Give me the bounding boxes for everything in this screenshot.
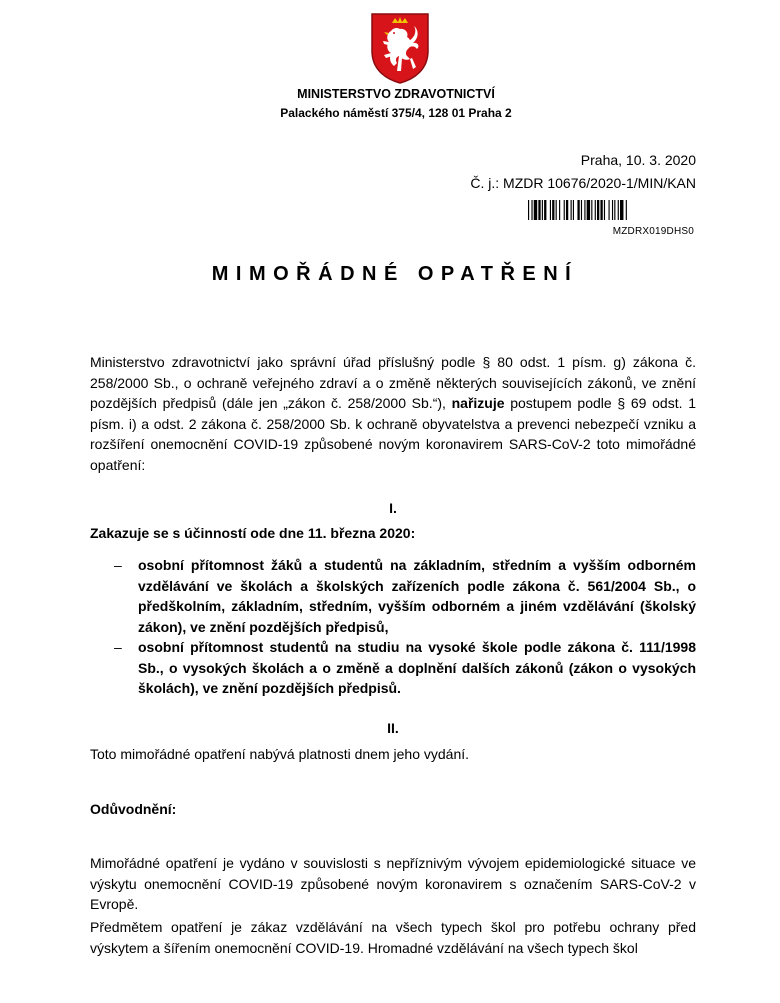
ministry-name: MINISTERSTVO ZDRAVOTNICTVÍ (297, 87, 495, 101)
dash-bullet: – (114, 639, 122, 655)
reasoning-paragraph: Předmětem opatření je zákaz vzdělávání na všech typech škol pro potřebu ochrany před výskytem a šířením onemocnění COVID-19. Hromadné vzdělávání na všech typech škol (90, 919, 696, 956)
coat-of-arms-icon (369, 11, 431, 85)
section-1-lead: Zakazuje se s účinností ode dne 11. března 2020: (90, 525, 416, 541)
reasoning-paragraph: Mimořádné opatření je vydáno v souvislosti s nepříznivým vývojem epidemiologické situace ve výskytu onemocnění COVID-19 způsobené novým koronavirem s označením SARS-CoV-2 v Evropě. (90, 855, 696, 912)
section-1-number: I. (389, 500, 397, 516)
intro-text-1: Ministerstvo zdravotnictví jako správní úřad příslušný podle § 80 odst. 1 písm. g) zákona č. 258/2000 Sb., o ochraně veřejného zdraví a o změně některých souvisejících zákonů, ve znění pozdějších předpisů (dále jen „zákon č. 258/2000 Sb.“), (90, 354, 696, 411)
prohibition-list (114, 555, 696, 699)
dash-bullet: – (114, 557, 122, 573)
section-2-number: II. (387, 720, 399, 736)
ministry-address: Palackého náměstí 375/4, 128 01 Praha 2 (280, 106, 512, 120)
barcode-code: MZDRX019DHS0 (612, 226, 694, 237)
list-item (114, 637, 696, 699)
barcode-icon (528, 200, 696, 220)
list-item-text: osobní přítomnost žáků a studentů na základním, středním a vyšším odborném vzdělávání ve školách a školských zařízeních podle zákona č. 561/2004 Sb., o předškolním, základním, středním, vyšším odborném a jiném vzdělávání (školský zákon), ve znění pozdějších předpisů, (138, 557, 696, 635)
reference-number: Č. j.: MZDR 10676/2020-1/MIN/KAN (470, 175, 696, 191)
intro-text-2: postupem podle § 69 odst. 1 písm. i) a odst. 2 zákona č. 258/2000 Sb. k ochraně obyvatelstva a prevenci nebezpečí vzniku a rozšíření onemocnění COVID-19 způsobené novým koronavirem SARS-CoV-2 toto mimořádné opatření: (90, 395, 696, 473)
validity-paragraph: Toto mimořádné opatření nabývá platnosti dnem jeho vydání. (90, 746, 470, 762)
reasoning-heading: Odůvodnění: (90, 801, 177, 817)
intro-bold-verb: nařizuje (451, 395, 505, 411)
list-item (114, 555, 696, 637)
document-title: MIMOŘÁDNÉ OPATŘENÍ (211, 263, 579, 285)
list-item-text: osobní přítomnost studentů na studiu na vysoké škole podle zákona č. 111/1998 Sb., o vysokých školách a o změně a doplnění dalších zákonů (zákon o vysokých školách), ve znění pozdějších předpisů. (138, 639, 696, 696)
document-date: Praha, 10. 3. 2020 (580, 152, 696, 168)
intro-paragraph (90, 352, 696, 475)
